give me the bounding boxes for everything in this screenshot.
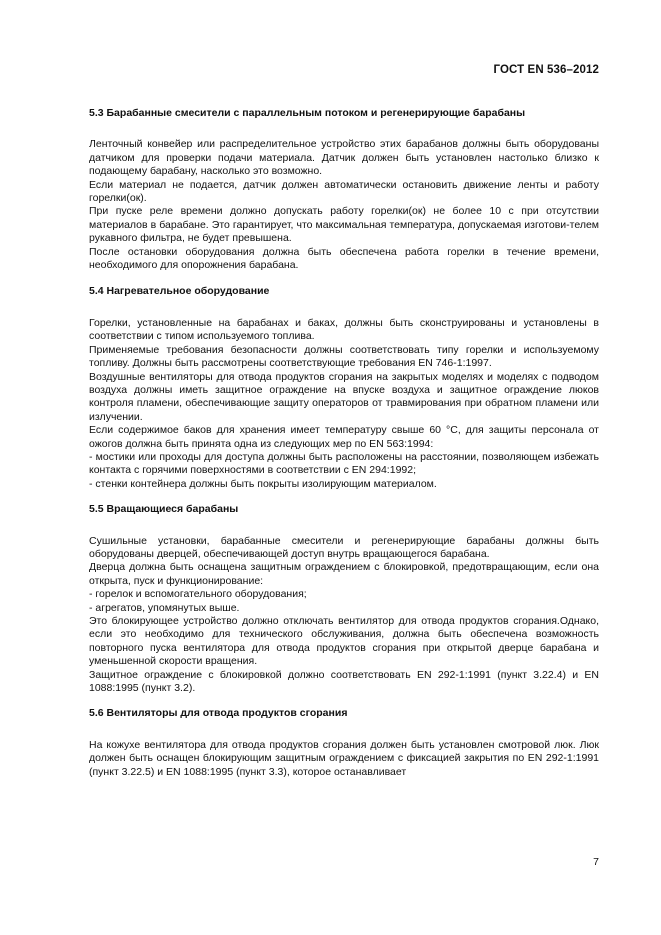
section-5-6 [89, 707, 599, 779]
list-item: - горелок и вспомогательного оборудования; [89, 588, 307, 601]
paragraph: Применяемые требования безопасности должны соответствовать типу горелки и используемому топливу. Должны быть рассмотрены соответствующие требования EN 746-1:1997. [89, 343, 599, 370]
paragraph: Горелки, установленные на барабанах и баках, должны быть сконструированы и установлены в соответствии с типом используемого топлива. [89, 316, 599, 343]
section-title: 5.3 Барабанные смесители с параллельным потоком и регенерирующие барабаны [89, 107, 526, 119]
section-title: 5.6 Вентиляторы для отвода продуктов сгорания [89, 707, 348, 720]
paragraph: Если содержимое баков для хранения имеет температуру свыше 60 °С, для защиты персонала от ожогов должна быть принята одна из следующих мер по EN 563:1994: [89, 424, 599, 450]
paragraph: Если материал не подается, датчик должен автоматически остановить движение ленты и работу горелки(ок). [89, 178, 599, 205]
list-item: - стенки контейнера должны быть покрыты изолирующим материалом. [89, 477, 437, 490]
paragraph: Защитное ограждение с блокировкой должно соответствовать EN 292-1:1991 (пункт 3.22.4) и EN 1088:1995 (пункт 3.2). [89, 668, 599, 695]
paragraph: При пуске реле времени должно допускать работу горелки(ок) не более 10 с при отсутствии материалов в барабане. Это гарантирует, что максимальная температура, допускаемая изготови-телем рукавного фильтра, не будет превышена. [89, 205, 599, 245]
document-body [89, 107, 599, 791]
section-5-5 [89, 503, 599, 695]
section-title: 5.5 Вращающиеся барабаны [89, 503, 239, 516]
paragraph: Сушильные установки, барабанные смесители и регенерирующие барабаны должны быть оборудованы дверцей, обеспечивающей доступ внутрь вращающегося барабана. [89, 534, 599, 560]
document-standard-header: ГОСТ EN 536–2012 [493, 64, 599, 76]
paragraph: Дверца должна быть оснащена защитным ограждением с блокировкой, предотвращающим, если она открыта, пуск и функционирование: [89, 561, 599, 587]
section-5-3 [89, 107, 599, 272]
paragraph: После остановки оборудования должна быть обеспечена работа горелки в течение времени, необходимого для опорожнения барабана. [89, 245, 599, 272]
section-5-4 [89, 285, 599, 491]
paragraph: Воздушные вентиляторы для отвода продуктов сгорания на закрытых моделях и моделях с подводом воздуха должны иметь защитное ограждение на впуске воздуха и защитное ограждение люков контроля пламени, обеспечивающие защиту операторов от травмирования при обратном пламени или излучении. [89, 370, 599, 423]
paragraph: На кожухе вентилятора для отвода продуктов сгорания должен быть установлен смотровой люк. Люк должен быть оснащен блокирующим защитным ограждением с фиксацией закрытия по EN 292-1:1991 (пункт 3.22.5) и EN 1088:1995 (пункт 3.3), которое останавливает [89, 738, 599, 778]
page-number: 7 [593, 856, 599, 868]
list-item: - агрегатов, упомянутых выше. [89, 601, 240, 614]
paragraph: Ленточный конвейер или распределительное устройство этих барабанов должны быть оборудованы датчиком для проверки подачи материала. Датчик должен быть установлен настолько близко к подающему барабану, насколько это возможно. [89, 138, 599, 178]
section-title: 5.4 Нагревательное оборудование [89, 285, 270, 298]
list-item: - мостики или проходы для доступа должны быть расположены на расстоянии, позволяющем избежать контакта с горячими поверхностями в соответствии с EN 294:1992; [89, 450, 599, 477]
paragraph: Это блокирующее устройство должно отключать вентилятор для отвода продуктов сгорания.Однако, если это необходимо для технического обслуживания, должна быть обеспечена возможность повторного пуска вентилятора для отвода продуктов сгорания при открытой дверце барабана и уменьшенной скорости вращения. [89, 615, 599, 668]
